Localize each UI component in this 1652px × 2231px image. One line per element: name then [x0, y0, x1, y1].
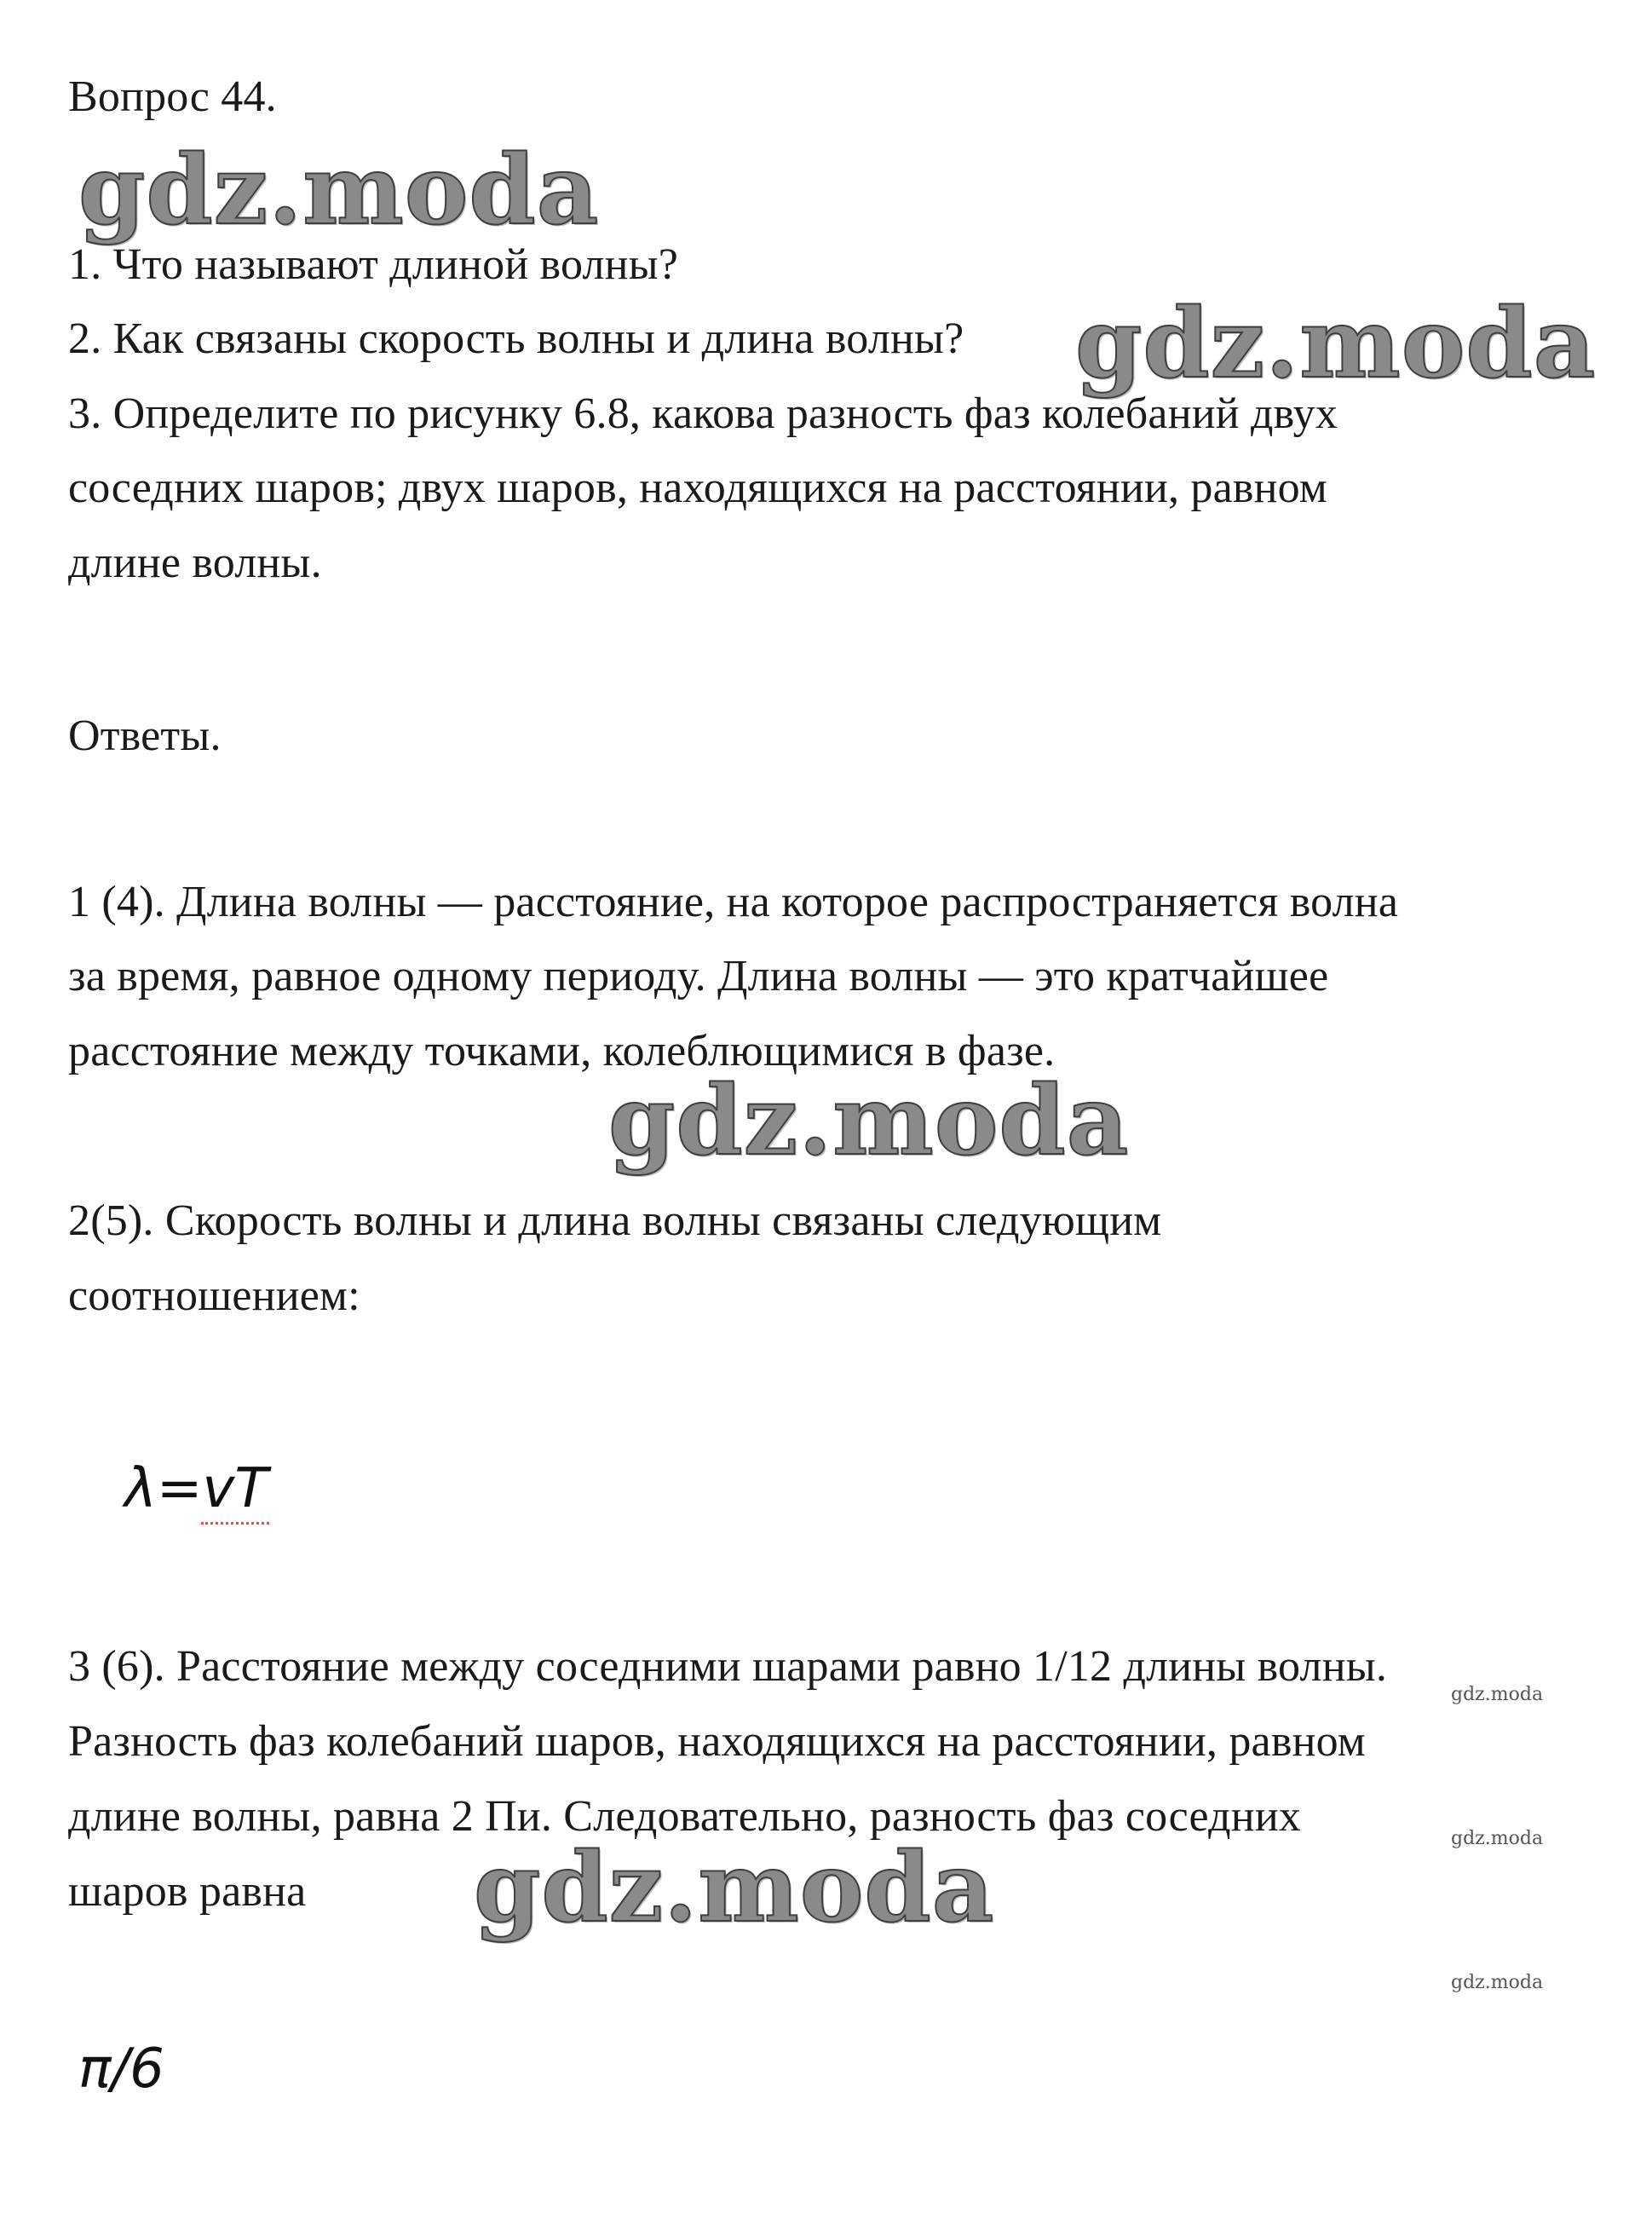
watermark-small: gdz.moda	[1451, 1684, 1544, 1705]
spellcheck-underline	[201, 1522, 269, 1525]
watermark-logo: gdz.moda	[608, 1065, 1130, 1177]
formula-wavelength: λ=vT	[124, 1457, 268, 1520]
question-3-line-1: 3. Определите по рисунку 6.8, какова разность фаз колебаний двух	[68, 389, 1338, 438]
watermark-small: gdz.moda	[1451, 1828, 1544, 1849]
question-3-line-2: соседних шаров; двух шаров, находящихся на расстоянии, равном	[68, 464, 1327, 512]
watermark-logo: gdz.moda	[78, 135, 600, 246]
question-heading: Вопрос 44.	[68, 72, 277, 121]
answer-3-line-4: шаров равна	[68, 1867, 307, 1916]
formula-phase-difference: π/6	[78, 2038, 164, 2101]
answer-1-line-2: за время, равное одному периоду. Длина волны — это кратчайшее	[68, 952, 1329, 1000]
answer-3-line-2: Разность фаз колебаний шаров, находящихся на расстоянии, равном	[68, 1717, 1366, 1766]
watermark-logo: gdz.moda	[474, 1832, 995, 1944]
answer-2-line-2: соотношением:	[68, 1271, 360, 1320]
watermark-small: gdz.moda	[1451, 1972, 1544, 1993]
question-1: 1. Что называют длиной волны?	[68, 240, 679, 289]
answer-2-line-1: 2(5). Скорость волны и длина волны связаны следующим	[68, 1196, 1162, 1245]
question-2: 2. Как связаны скорость волны и длина волны?	[68, 314, 964, 363]
answers-heading: Ответы.	[68, 712, 222, 760]
question-3-line-3: длине волны.	[68, 539, 322, 587]
answer-1-line-3: расстояние между точками, колеблющимися в фазе.	[68, 1027, 1056, 1075]
answer-1-line-1: 1 (4). Длина волны — расстояние, на которое распространяется волна	[68, 878, 1399, 926]
answer-3-line-3: длине волны, равна 2 Пи. Следовательно, разность фаз соседних	[68, 1792, 1302, 1841]
watermark-logo: gdz.moda	[1075, 288, 1597, 400]
answer-3-line-1: 3 (6). Расстояние между соседними шарами равно 1/12 длины волны.	[68, 1642, 1388, 1691]
